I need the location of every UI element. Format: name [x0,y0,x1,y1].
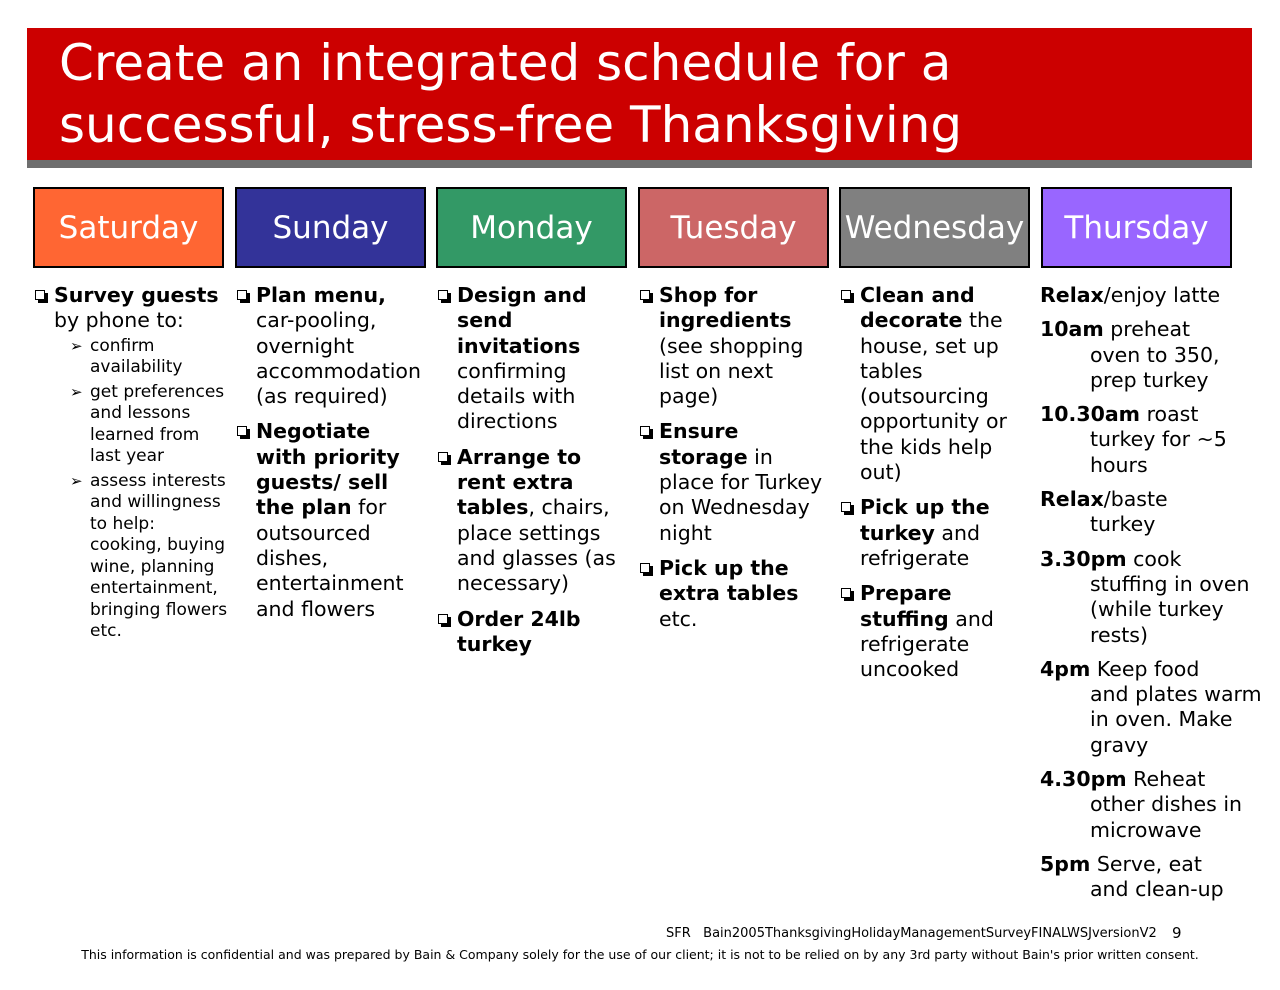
sub-item-text: get preferences and lessons learned from last year [90,381,225,467]
day-header-saturday: Saturday [33,187,224,268]
day-header-monday: Monday [436,187,627,268]
checkbox-bullet-icon [640,426,650,436]
day-header-tuesday: Tuesday [638,187,829,268]
checkbox-bullet-icon [438,614,448,624]
task-title: Negotiate with priority guests/ sell the plan [256,419,400,520]
title-underline [27,160,1252,168]
sub-item-text: assess interests and willingness to help: cooking, buying wine, planning entertainment, bringing flowers etc. [90,470,228,642]
list-item [435,445,627,597]
schedule-entry [1040,547,1270,648]
schedule-text: /baste [1103,487,1168,512]
sub-item-text: confirm availability [90,335,183,378]
schedule-text: roast [1146,402,1199,427]
list-item [435,607,627,658]
checkbox-bullet-icon [640,563,650,573]
title-line-1: Create an integrated schedule for a [59,34,952,92]
schedule-time: 10.30am [1040,402,1141,427]
schedule-entry [1040,283,1270,308]
sunday-column [234,283,426,632]
saturday-column [32,283,232,653]
checkbox-bullet-icon [237,426,247,436]
task-detail: confirming details with directions [457,358,576,434]
task-title: Ensure storage [659,419,748,469]
schedule-entry [1040,767,1270,843]
task-title: Arrange to rent extra tables [457,444,582,520]
checkbox-bullet-icon [841,290,851,300]
page-number: 9 [1172,924,1182,942]
task-title: Survey guests [54,283,219,307]
task-detail: etc. [659,606,698,631]
checkbox-bullet-icon [841,502,851,512]
task-detail: the house, set up tables (outsourcing opportunity or the kids help out) [860,308,1007,485]
schedule-time: 4.30pm [1040,767,1127,792]
task-title: Prepare stuffing [860,581,952,631]
title-banner [27,28,1252,160]
schedule-entry [1040,402,1270,478]
schedule-text: Serve, eat [1096,851,1202,876]
schedule-text-cont: stuffing in oven (while turkey rests) [1090,571,1250,647]
schedule-text: cook [1133,546,1182,571]
task-detail: and refrigerate uncooked [860,606,994,682]
arrow-bullet-icon: ➢ [70,471,83,490]
schedule-text: Keep food [1096,656,1200,681]
wednesday-column [838,283,1028,692]
task-detail: and refrigerate [860,520,980,570]
schedule-time: 4pm [1040,656,1091,681]
list-item [435,283,627,435]
sub-list-item [54,471,232,643]
schedule-text-cont: oven to 350, prep turkey [1090,342,1220,392]
task-title: Pick up the turkey [860,495,990,545]
task-detail: by phone to: [54,308,184,333]
schedule-time: Relax [1040,283,1104,307]
task-title: Order 24lb turkey [457,606,581,656]
monday-column [435,283,627,667]
list-item [838,283,1028,485]
list-item [234,419,426,621]
list-item [32,283,232,643]
task-title: Plan menu, [256,283,386,307]
task-title: Design and send invitations [457,283,587,358]
task-detail: for outsourced dishes, entertainment and flowers [256,495,404,621]
sub-list [54,336,232,643]
slide-title [59,32,1239,156]
thursday-column [1040,283,1270,912]
task-title: Clean and decorate [860,283,975,333]
footer-reference: SFR Bain2005ThanksgivingHolidayManagementSurveyFINALWSJversionV2 [666,926,1157,941]
task-detail: , chairs, place settings and glasses (as necessary) [457,495,616,596]
task-title: Shop for ingredients [659,283,792,333]
checkbox-bullet-icon [35,290,45,300]
list-item [637,556,823,632]
schedule-time: Relax [1040,487,1104,512]
schedule-text: preheat [1110,317,1191,342]
task-detail: (see shopping list on next page) [659,333,804,409]
day-header-thursday: Thursday [1041,187,1232,268]
sub-list-item [54,336,232,379]
list-item [234,283,426,409]
schedule-text-cont: and plates warm in oven. Make gravy [1090,682,1262,757]
checkbox-bullet-icon [640,290,650,300]
confidentiality-note: This information is confidential and was prepared by Bain & Company solely for the use of our client; it is not to be relied on by any 3rd party without Bain's prior written consent. [81,947,1199,962]
schedule-time: 10am [1040,317,1104,342]
schedule-text: Reheat [1133,767,1206,792]
schedule-text-cont: other dishes in microwave [1090,792,1243,842]
list-item [637,283,823,409]
schedule-time: 3.30pm [1040,546,1127,571]
schedule-time: 5pm [1040,851,1091,876]
checkbox-bullet-icon [438,452,448,462]
schedule-entry [1040,317,1270,393]
schedule-text-cont: turkey [1090,512,1156,537]
title-line-2: successful, stress-free Thanksgiving [59,96,963,154]
checkbox-bullet-icon [438,290,448,300]
task-detail: in place for Turkey on Wednesday night [659,444,823,545]
tuesday-column [637,283,823,642]
sub-list-item [54,382,232,468]
schedule-entry [1040,657,1270,758]
checkbox-bullet-icon [841,588,851,598]
day-header-sunday: Sunday [235,187,426,268]
checkbox-bullet-icon [237,290,247,300]
schedule-entry [1040,852,1270,903]
task-detail: car-pooling, overnight accommodation (as required) [256,308,421,409]
day-header-wednesday: Wednesday [839,187,1030,268]
arrow-bullet-icon: ➢ [70,382,83,401]
arrow-bullet-icon: ➢ [70,336,83,355]
schedule-text: /enjoy latte [1103,283,1221,307]
schedule-text-cont: and clean-up [1090,877,1224,902]
list-item [838,581,1028,682]
list-item [637,419,823,545]
list-item [838,495,1028,571]
schedule-entry [1040,487,1270,538]
schedule-text-cont: turkey for ~5 hours [1090,427,1227,477]
task-title: Pick up the extra tables [659,555,799,606]
